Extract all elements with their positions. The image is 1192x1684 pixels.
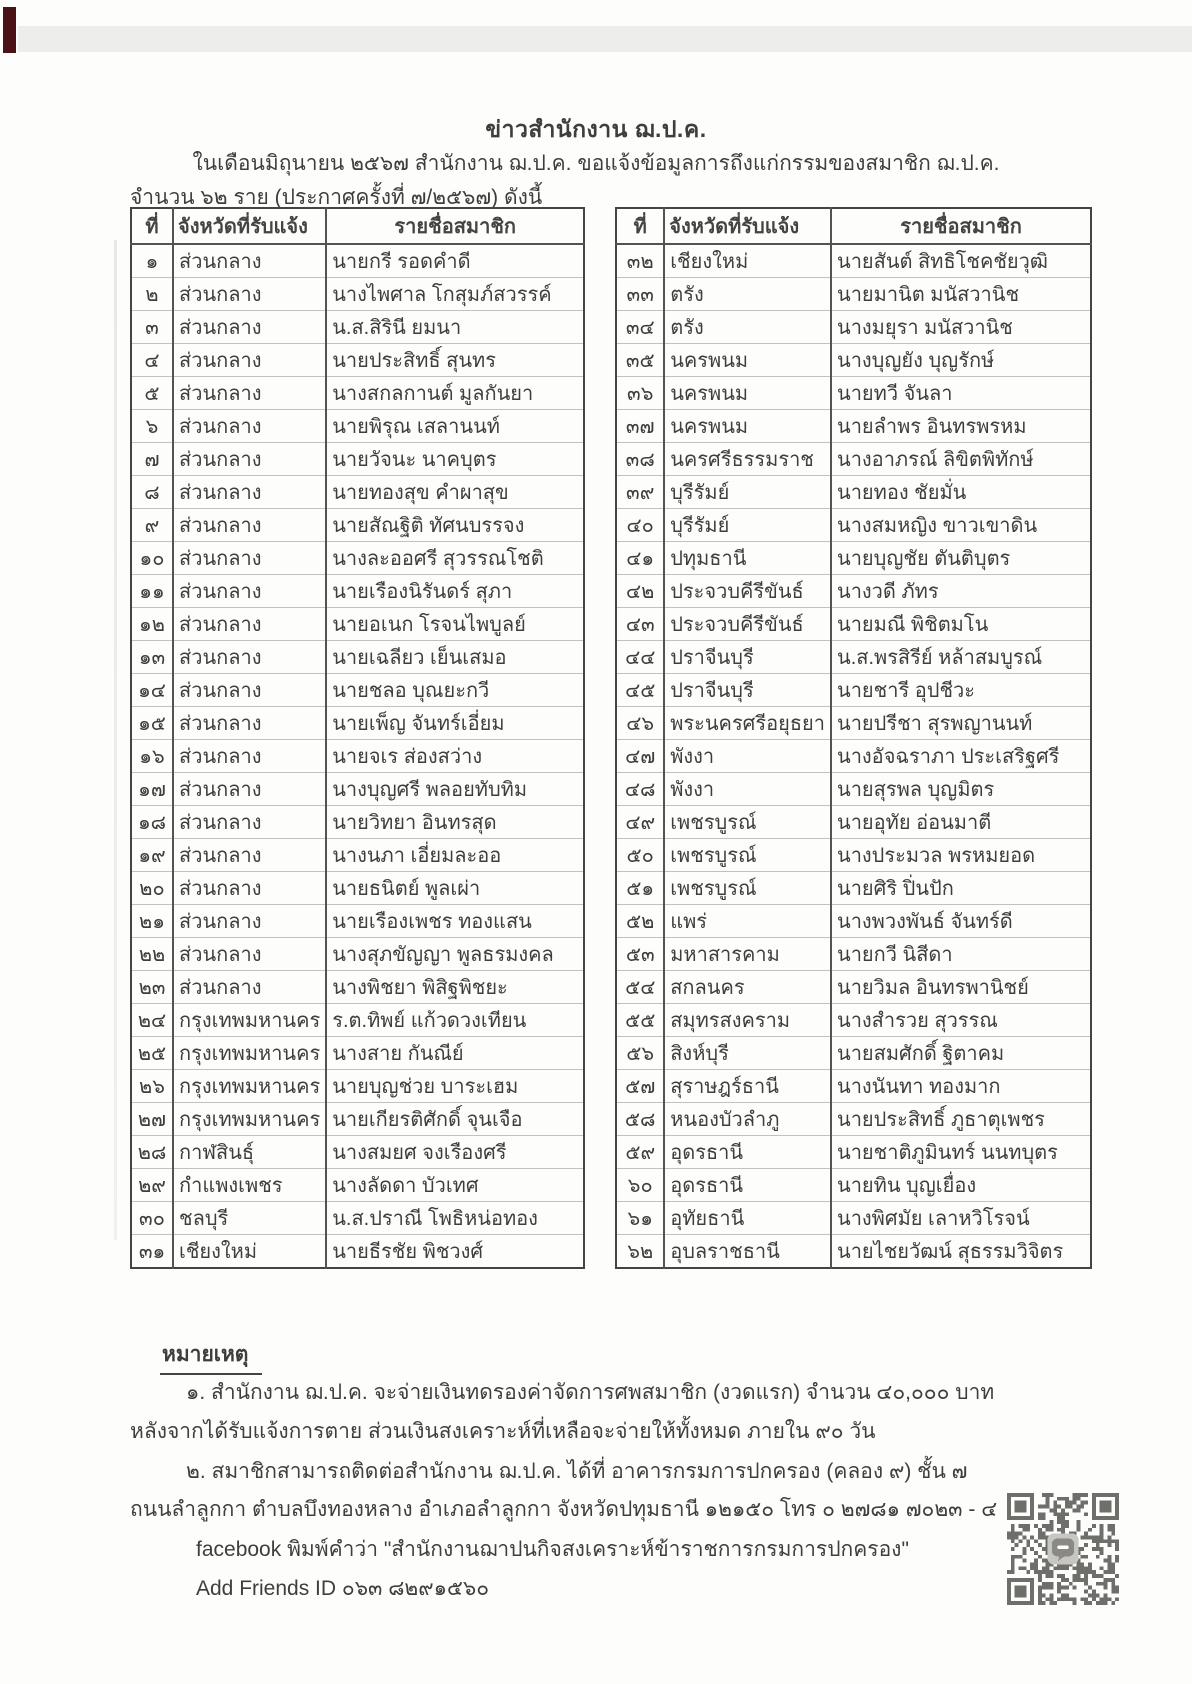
cell-no: ๙ xyxy=(131,509,173,542)
table-row xyxy=(131,872,584,905)
cell-no: ๓๔ xyxy=(616,311,664,344)
scan-corner-mark xyxy=(3,7,16,53)
cell-province: ส่วนกลาง xyxy=(173,707,326,740)
table-row xyxy=(616,1169,1091,1202)
cell-no: ๒๕ xyxy=(131,1037,173,1070)
col-header-province: จังหวัดที่รับแจ้ง xyxy=(664,208,831,244)
cell-no: ๒๙ xyxy=(131,1169,173,1202)
table-row xyxy=(131,839,584,872)
cell-province: สิงห์บุรี xyxy=(664,1037,831,1070)
cell-member-name: นายทวี จันลา xyxy=(831,377,1091,410)
cell-no: ๒๔ xyxy=(131,1004,173,1037)
table-row xyxy=(131,905,584,938)
cell-member-name: นางสำรวย สุวรรณ xyxy=(831,1004,1091,1037)
cell-member-name: นายอุทัย อ่อนมาตี xyxy=(831,806,1091,839)
cell-province: ส่วนกลาง xyxy=(173,806,326,839)
cell-province: ส่วนกลาง xyxy=(173,971,326,1004)
cell-province: ส่วนกลาง xyxy=(173,244,326,278)
table-row xyxy=(131,575,584,608)
table-row xyxy=(616,971,1091,1004)
cell-province: ประจวบคีรีขันธ์ xyxy=(664,575,831,608)
cell-member-name: นายบุญชัย ตันติบุตร xyxy=(831,542,1091,575)
cell-no: ๕ xyxy=(131,377,173,410)
cell-no: ๑๗ xyxy=(131,773,173,806)
cell-member-name: นายเรืองนิรันดร์ สุภา xyxy=(326,575,584,608)
cell-member-name: นายทองสุข คำผาสุข xyxy=(326,476,584,509)
table-row xyxy=(616,244,1091,278)
table-row xyxy=(616,707,1091,740)
table-row xyxy=(616,1235,1091,1269)
table-row xyxy=(131,509,584,542)
cell-member-name: นายศิริ ปิ่นปัก xyxy=(831,872,1091,905)
cell-province: ปราจีนบุรี xyxy=(664,674,831,707)
table-row xyxy=(616,740,1091,773)
table-row xyxy=(616,674,1091,707)
cell-no: ๒๓ xyxy=(131,971,173,1004)
cell-no: ๓๑ xyxy=(131,1235,173,1269)
cell-province: ส่วนกลาง xyxy=(173,773,326,806)
cell-member-name: นายปรีชา สุรพญานนท์ xyxy=(831,707,1091,740)
cell-member-name: นางสาย กันณีย์ xyxy=(326,1037,584,1070)
table-row xyxy=(131,344,584,377)
cell-no: ๔ xyxy=(131,344,173,377)
cell-no: ๒๘ xyxy=(131,1136,173,1169)
cell-member-name: นายสัณฐิติ ทัศนบรรจง xyxy=(326,509,584,542)
cell-province: นครศรีธรรมราช xyxy=(664,443,831,476)
cell-no: ๘ xyxy=(131,476,173,509)
cell-no: ๔๕ xyxy=(616,674,664,707)
cell-member-name: นางพิศมัย เลาหวิโรจน์ xyxy=(831,1202,1091,1235)
table-header-row xyxy=(131,208,584,244)
cell-member-name: นายวัจนะ นาคบุตร xyxy=(326,443,584,476)
cell-member-name: นายเพ็ญ จันทร์เอี่ยม xyxy=(326,707,584,740)
cell-province: ส่วนกลาง xyxy=(173,938,326,971)
cell-member-name: นายกวี นิสีดา xyxy=(831,938,1091,971)
cell-member-name: นายมณี พิชิตมโน xyxy=(831,608,1091,641)
cell-no: ๔๑ xyxy=(616,542,664,575)
cell-no: ๑๐ xyxy=(131,542,173,575)
cell-province: อุดรธานี xyxy=(664,1169,831,1202)
cell-member-name: นางบุญศรี พลอยทับทิม xyxy=(326,773,584,806)
cell-province: อุดรธานี xyxy=(664,1136,831,1169)
table-row xyxy=(616,575,1091,608)
cell-no: ๖๒ xyxy=(616,1235,664,1269)
cell-no: ๕๘ xyxy=(616,1103,664,1136)
cell-no: ๑๑ xyxy=(131,575,173,608)
cell-province: นครพนม xyxy=(664,344,831,377)
cell-province: ส่วนกลาง xyxy=(173,443,326,476)
table-row xyxy=(616,1136,1091,1169)
cell-province: สุราษฎร์ธานี xyxy=(664,1070,831,1103)
cell-no: ๒๖ xyxy=(131,1070,173,1103)
cell-province: กรุงเทพมหานคร xyxy=(173,1103,326,1136)
table-row xyxy=(131,806,584,839)
note1-line2: หลังจากได้รับแจ้งการตาย ส่วนเงินสงเคราะห์ที่เหลือจะจ่ายให้ทั้งหมด ภายใน ๙๐ วัน xyxy=(130,1420,876,1443)
table-row xyxy=(131,971,584,1004)
table-row xyxy=(616,476,1091,509)
cell-no: ๕๔ xyxy=(616,971,664,1004)
table-row xyxy=(616,344,1091,377)
table-row xyxy=(616,839,1091,872)
cell-no: ๕๒ xyxy=(616,905,664,938)
cell-province: ตรัง xyxy=(664,311,831,344)
table-row xyxy=(616,773,1091,806)
table-row xyxy=(131,1202,584,1235)
cell-member-name: นางละออศรี สุวรรณโชติ xyxy=(326,542,584,575)
cell-no: ๑๘ xyxy=(131,806,173,839)
cell-province: ส่วนกลาง xyxy=(173,476,326,509)
cell-member-name: น.ส.ปราณี โพธิหน่อทอง xyxy=(326,1202,584,1235)
cell-member-name: นางนันทา ทองมาก xyxy=(831,1070,1091,1103)
cell-member-name: นายเกียรติศักดิ์ จุนเจือ xyxy=(326,1103,584,1136)
table-row xyxy=(616,377,1091,410)
cell-no: ๕๑ xyxy=(616,872,664,905)
cell-member-name: นายกรี รอดคำดี xyxy=(326,244,584,278)
page-title: ข่าวสำนักงาน ฌ.ป.ค. xyxy=(485,116,707,142)
notes-heading: หมายเหตุ xyxy=(160,1338,262,1375)
table-row xyxy=(616,905,1091,938)
cell-member-name: นายสมศักดิ์ ฐิตาคม xyxy=(831,1037,1091,1070)
table-row xyxy=(616,278,1091,311)
cell-no: ๔๐ xyxy=(616,509,664,542)
table-row xyxy=(616,641,1091,674)
page-subtitle: ในเดือนมิถุนายน ๒๕๖๗ สำนักงาน ฌ.ป.ค. ขอแจ้งข้อมูลการถึงแก่กรรมของสมาชิก ฌ.ป.ค. xyxy=(192,152,1000,175)
cell-province: พังงา xyxy=(664,740,831,773)
table-header-row xyxy=(616,208,1091,244)
cell-member-name: น.ส.สิรินี ยมนา xyxy=(326,311,584,344)
cell-province: ปราจีนบุรี xyxy=(664,641,831,674)
cell-member-name: นายไชยวัฒน์ สุธรรมวิจิตร xyxy=(837,1241,1064,1263)
cell-member-name: นายชลอ บุณยะกวี xyxy=(326,674,584,707)
table-row xyxy=(131,542,584,575)
scan-artifact-band xyxy=(18,26,1192,52)
cell-no: ๔๙ xyxy=(616,806,664,839)
table-row xyxy=(616,509,1091,542)
cell-province: เชียงใหม่ xyxy=(173,1235,326,1269)
table-row xyxy=(616,410,1091,443)
cell-member-name: นายทิน บุญเยื่อง xyxy=(831,1169,1091,1202)
cell-province: กาฬสินธุ์ xyxy=(173,1136,326,1169)
cell-no: ๑๓ xyxy=(131,641,173,674)
cell-province: ส่วนกลาง xyxy=(173,344,326,377)
cell-province: แพร่ xyxy=(664,905,831,938)
table-row xyxy=(131,443,584,476)
table-row xyxy=(131,641,584,674)
table-row xyxy=(131,278,584,311)
add-friends-line: Add Friends ID ๐๖๓ ๘๒๙๑๕๖๐ xyxy=(196,1577,490,1600)
table-row xyxy=(131,1004,584,1037)
cell-no: ๔๘ xyxy=(616,773,664,806)
table-row xyxy=(131,1070,584,1103)
table-row xyxy=(131,410,584,443)
cell-no: ๒ xyxy=(131,278,173,311)
cell-member-name: นายพิรุณ เสลานนท์ xyxy=(326,410,584,443)
cell-member-name: นายวิทยา อินทรสุด xyxy=(326,806,584,839)
cell-province: นครพนม xyxy=(664,410,831,443)
cell-province: อุทัยธานี xyxy=(664,1202,831,1235)
cell-member-name: นางพิชยา พิสิฐพิชยะ xyxy=(326,971,584,1004)
cell-member-name: นายเรืองเพชร ทองแสน xyxy=(326,905,584,938)
cell-province: เพชรบูรณ์ xyxy=(664,806,831,839)
cell-member-name: นายลำพร อินทรพรหม xyxy=(831,410,1091,443)
line-qr-code xyxy=(1007,1493,1119,1605)
cell-member-name: นายสุรพล บุญมิตร xyxy=(831,773,1091,806)
table-row xyxy=(616,443,1091,476)
col-header-no: ที่ xyxy=(616,208,664,244)
cell-no: ๑๖ xyxy=(131,740,173,773)
cell-province: พังงา xyxy=(664,773,831,806)
cell-province: ส่วนกลาง xyxy=(173,872,326,905)
facebook-line: facebook พิมพ์คำว่า "สำนักงานฌาปนกิจสงเคราะห์ข้าราชการกรมการปกครอง" xyxy=(196,1538,909,1561)
cell-member-name: ร.ต.ทิพย์ แก้วดวงเทียน xyxy=(326,1004,584,1037)
cell-province: ส่วนกลาง xyxy=(173,377,326,410)
note2-line1: ๒. สมาชิกสามารถติดต่อสำนักงาน ฌ.ป.ค. ได้ที่ อาคารกรมการปกครอง (คลอง ๙) ชั้น ๗ xyxy=(186,1460,968,1483)
cell-member-name: นางอาภรณ์ ลิขิตพิทักษ์ xyxy=(831,443,1091,476)
cell-member-name: นางประมวล พรหมยอด xyxy=(831,839,1091,872)
cell-province: ส่วนกลาง xyxy=(173,674,326,707)
cell-no: ๔๗ xyxy=(616,740,664,773)
cell-no: ๑๔ xyxy=(131,674,173,707)
table-row xyxy=(131,938,584,971)
cell-no: ๑๒ xyxy=(131,608,173,641)
cell-no: ๓๘ xyxy=(616,443,664,476)
col-header-province: จังหวัดที่รับแจ้ง xyxy=(173,208,326,244)
note2-line2: ถนนลำลูกกา ตำบลบึงทองหลาง อำเภอลำลูกกา จังหวัดปทุมธานี ๑๒๑๕๐ โทร ๐ ๒๗๘๑ ๗๐๒๓ - ๔ xyxy=(130,1498,998,1521)
cell-member-name: นางนภา เอี่ยมละออ xyxy=(326,839,584,872)
cell-no: ๑๕ xyxy=(131,707,173,740)
cell-province: ส่วนกลาง xyxy=(173,542,326,575)
cell-member-name: นางสมหญิง ขาวเขาดิน xyxy=(831,509,1091,542)
cell-no: ๔๖ xyxy=(616,707,664,740)
cell-no: ๓๕ xyxy=(616,344,664,377)
cell-no: ๖๐ xyxy=(616,1169,664,1202)
cell-no: ๓๙ xyxy=(616,476,664,509)
cell-province: อุบลราชธานี xyxy=(664,1235,831,1269)
cell-member-name: นายประสิทธิ์ ภูธาตุเพชร xyxy=(831,1103,1091,1136)
cell-member-name: นางอัจฉราภา ประเสริฐศรี xyxy=(831,740,1091,773)
cell-no: ๕๙ xyxy=(616,1136,664,1169)
cell-member-name: นางวดี ภัทร xyxy=(831,575,1091,608)
cell-province: มหาสารคาม xyxy=(664,938,831,971)
table-row xyxy=(131,674,584,707)
cell-member-name: นายสันต์ สิทธิโชคชัยวุฒิ xyxy=(831,244,1091,278)
table-row xyxy=(616,542,1091,575)
cell-province: บุรีรัมย์ xyxy=(664,509,831,542)
note1-line1: ๑. สำนักงาน ฌ.ป.ค. จะจ่ายเงินทดรองค่าจัดการศพสมาชิก (งวดแรก) จำนวน ๔๐,๐๐๐ บาท xyxy=(186,1381,995,1404)
cell-no: ๓๒ xyxy=(616,244,664,278)
table-row xyxy=(131,244,584,278)
cell-province: ส่วนกลาง xyxy=(173,509,326,542)
table-row xyxy=(131,707,584,740)
page-subtitle-count: จำนวน ๖๒ ราย (ประกาศครั้งที่ ๗/๒๕๖๗) ดังนี้ xyxy=(130,186,543,209)
cell-province: กรุงเทพมหานคร xyxy=(173,1070,326,1103)
cell-province: บุรีรัมย์ xyxy=(664,476,831,509)
cell-province: เพชรบูรณ์ xyxy=(664,872,831,905)
cell-member-name: นายชารี อุปชีวะ xyxy=(831,674,1091,707)
cell-no: ๒๗ xyxy=(131,1103,173,1136)
table-row xyxy=(616,938,1091,971)
col-header-name: รายชื่อสมาชิก xyxy=(831,208,1091,244)
cell-province: สกลนคร xyxy=(664,971,831,1004)
cell-province: กรุงเทพมหานคร xyxy=(173,1037,326,1070)
member-table-left xyxy=(130,207,585,1269)
cell-member-name: นายทอง ชัยมั่น xyxy=(831,476,1091,509)
cell-province: ส่วนกลาง xyxy=(173,839,326,872)
cell-member-name: นายธีรชัย พิชวงศ์ xyxy=(332,1241,484,1263)
cell-province: ส่วนกลาง xyxy=(173,575,326,608)
col-header-no: ที่ xyxy=(131,208,173,244)
cell-no: ๔๓ xyxy=(616,608,664,641)
cell-province: สมุทรสงคราม xyxy=(664,1004,831,1037)
cell-member-name: นายธนิตย์ พูลเผ่า xyxy=(326,872,584,905)
scan-edge-streak xyxy=(114,240,117,1240)
cell-member-name: นายมานิต มนัสวานิช xyxy=(831,278,1091,311)
cell-no: ๔๔ xyxy=(616,641,664,674)
table-row xyxy=(616,806,1091,839)
cell-member-name: นางไพศาล โกสุมภ์สวรรค์ xyxy=(326,278,584,311)
cell-no: ๕๐ xyxy=(616,839,664,872)
cell-no: ๕๓ xyxy=(616,938,664,971)
table-row xyxy=(131,1037,584,1070)
cell-no: ๓๓ xyxy=(616,278,664,311)
cell-member-name: น.ส.พรสิรีย์ หล้าสมบูรณ์ xyxy=(831,641,1091,674)
cell-province: ประจวบคีรีขันธ์ xyxy=(664,608,831,641)
cell-province: ส่วนกลาง xyxy=(173,311,326,344)
cell-province: กรุงเทพมหานคร xyxy=(173,1004,326,1037)
cell-province: ปทุมธานี xyxy=(664,542,831,575)
cell-province: ส่วนกลาง xyxy=(173,905,326,938)
cell-member-name: นางลัดดา บัวเทศ xyxy=(326,1169,584,1202)
col-header-name: รายชื่อสมาชิก xyxy=(326,208,584,244)
cell-member-name: นางสุภขัญญา พูลธรมงคล xyxy=(326,938,584,971)
cell-member-name: นางพวงพันธ์ จันทร์ดี xyxy=(831,905,1091,938)
member-table-right xyxy=(615,207,1092,1269)
table-row xyxy=(131,740,584,773)
cell-member-name: นายอเนก โรจนไพบูลย์ xyxy=(326,608,584,641)
table-row xyxy=(131,311,584,344)
cell-member-name: นายเฉลียว เย็นเสมอ xyxy=(326,641,584,674)
cell-no: ๖ xyxy=(131,410,173,443)
table-row xyxy=(131,1103,584,1136)
cell-province: หนองบัวลำภู xyxy=(664,1103,831,1136)
table-row xyxy=(616,608,1091,641)
member-tables xyxy=(130,207,1092,1269)
cell-no: ๔๒ xyxy=(616,575,664,608)
cell-province: เพชรบูรณ์ xyxy=(664,839,831,872)
cell-member-name: นายบุญช่วย บาระเฮม xyxy=(326,1070,584,1103)
table-row xyxy=(616,1202,1091,1235)
table-row xyxy=(131,773,584,806)
cell-no: ๒๐ xyxy=(131,872,173,905)
cell-no: ๓๖ xyxy=(616,377,664,410)
cell-province: กำแพงเพชร xyxy=(173,1169,326,1202)
cell-no: ๒๒ xyxy=(131,938,173,971)
cell-province: เชียงใหม่ xyxy=(664,244,831,278)
table-row xyxy=(131,1169,584,1202)
cell-member-name: นายจเร ส่องสว่าง xyxy=(326,740,584,773)
cell-member-name: นายชาติภูมินทร์ นนทบุตร xyxy=(831,1136,1091,1169)
cell-no: ๕๖ xyxy=(616,1037,664,1070)
table-row xyxy=(131,377,584,410)
table-row xyxy=(616,311,1091,344)
table-row xyxy=(131,1136,584,1169)
table-row xyxy=(131,476,584,509)
cell-no: ๓๗ xyxy=(616,410,664,443)
cell-province: ชลบุรี xyxy=(173,1202,326,1235)
cell-no: ๓๐ xyxy=(131,1202,173,1235)
cell-no: ๖๑ xyxy=(616,1202,664,1235)
table-row xyxy=(616,1004,1091,1037)
cell-no: ๑๙ xyxy=(131,839,173,872)
cell-province: ส่วนกลาง xyxy=(173,278,326,311)
cell-no: ๑ xyxy=(131,244,173,278)
table-row xyxy=(616,1070,1091,1103)
cell-province: นครพนม xyxy=(664,377,831,410)
table-row xyxy=(131,608,584,641)
cell-member-name: นางสมยศ จงเรืองศรี xyxy=(326,1136,584,1169)
cell-member-name: นางมยุรา มนัสวานิช xyxy=(831,311,1091,344)
table-row xyxy=(616,1103,1091,1136)
table-row xyxy=(616,872,1091,905)
cell-no: ๗ xyxy=(131,443,173,476)
cell-province: ส่วนกลาง xyxy=(173,641,326,674)
cell-province: ส่วนกลาง xyxy=(173,608,326,641)
cell-province: ส่วนกลาง xyxy=(173,410,326,443)
cell-province: พระนครศรีอยุธยา xyxy=(664,707,831,740)
cell-member-name: นางสกลกานต์ มูลกันยา xyxy=(326,377,584,410)
cell-no: ๕๕ xyxy=(616,1004,664,1037)
cell-province: ส่วนกลาง xyxy=(173,740,326,773)
cell-province: ตรัง xyxy=(664,278,831,311)
cell-member-name: นายประสิทธิ์ สุนทร xyxy=(326,344,584,377)
cell-member-name: นางบุญยัง บุญรักษ์ xyxy=(831,344,1091,377)
cell-no: ๕๗ xyxy=(616,1070,664,1103)
cell-no: ๒๑ xyxy=(131,905,173,938)
table-row xyxy=(616,1037,1091,1070)
cell-member-name: นายวิมล อินทรพานิชย์ xyxy=(831,971,1091,1004)
table-row xyxy=(131,1235,584,1269)
cell-no: ๓ xyxy=(131,311,173,344)
